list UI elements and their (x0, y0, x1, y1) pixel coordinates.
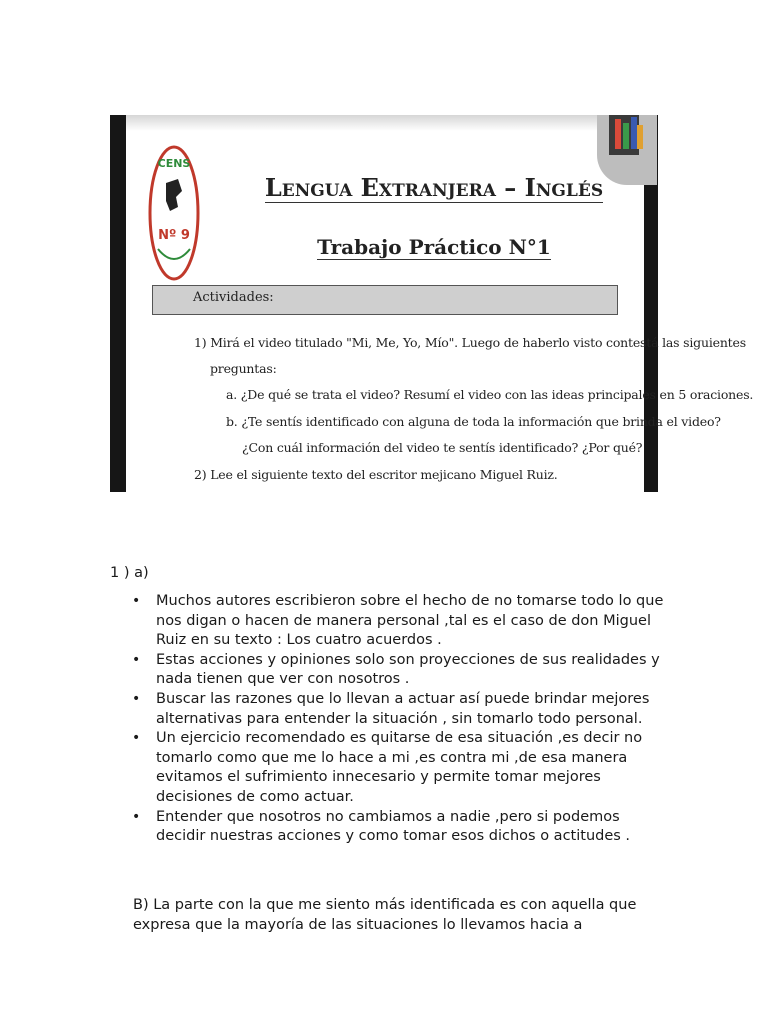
instruction-line: preguntas: (210, 361, 277, 376)
bullet-icon: • (132, 593, 141, 609)
image-shadow (126, 115, 644, 131)
bullet-icon: • (132, 808, 141, 825)
list-item: • Estas acciones y opiniones solo son proyecciones de sus realidades y nada tienen que ver con nosotros . (132, 651, 660, 688)
instruction-line: a. ¿De qué se trata el video? Resumí el video con las ideas principales en 5 oraciones. (226, 387, 754, 402)
worksheet-title: Lengua Extranjera – Inglés (264, 173, 604, 202)
bullet-icon: • (132, 730, 141, 747)
svg-text:CENS: CENS (157, 157, 191, 170)
image-border-left (110, 115, 126, 492)
school-logo-seal (148, 145, 200, 281)
bullet-icon: • (132, 651, 141, 668)
worksheet-image (110, 115, 754, 492)
instruction-line: 1) Mirá el video titulado "Mi, Me, Yo, Mío". Luego de haberlo visto contestá las siguientes (194, 335, 746, 350)
answer-part-b: B) La parte con la que me siento más identificada es con aquella que expresa que la mayoría de las situaciones lo llevamos hacia a (133, 897, 637, 933)
instruction-line: 2) Lee el siguiente texto del escritor mejicano Miguel Ruiz. (194, 467, 558, 482)
instruction-line: b. ¿Te sentís identificado con alguna de toda la información que brinda el video? (226, 414, 721, 429)
list-item: • Un ejercicio recomendado es quitarse de esa situación ,es decir no tomarlo como que me lo hace a mi ,es contra mi ,de esa manera evitamos el sufrimiento innecesario y permite tomar mejores decisiones de como actuar. (132, 730, 643, 805)
logo-number: Nº 9 (158, 228, 190, 243)
list-item: • Entender que nosotros no cambiamos a nadie ,pero si podemos decidir nuestras acciones y como tomar esos dichos o actitudes . (132, 808, 631, 845)
activities-header: Actividades: (152, 285, 618, 315)
answer-heading: 1 ) a) (110, 565, 149, 581)
answer-bullet-list (130, 592, 670, 847)
worksheet-subtitle: Trabajo Práctico N°1 (317, 235, 551, 259)
instruction-line: ¿Con cuál información del video te sentís identificado? ¿Por qué? (242, 440, 643, 455)
list-item: • Muchos autores escribieron sobre el hecho de no tomarse todo lo que nos digan o hacen de manera personal ,tal es el caso de don Miguel Ruiz en su texto : Los cuatro acuerdos . (132, 593, 664, 649)
bullet-icon: • (132, 690, 141, 707)
list-item: • Buscar las razones que lo llevan a actuar así puede brindar mejores alternativas para entender la situación , sin tomarlo todo personal. (132, 690, 650, 727)
